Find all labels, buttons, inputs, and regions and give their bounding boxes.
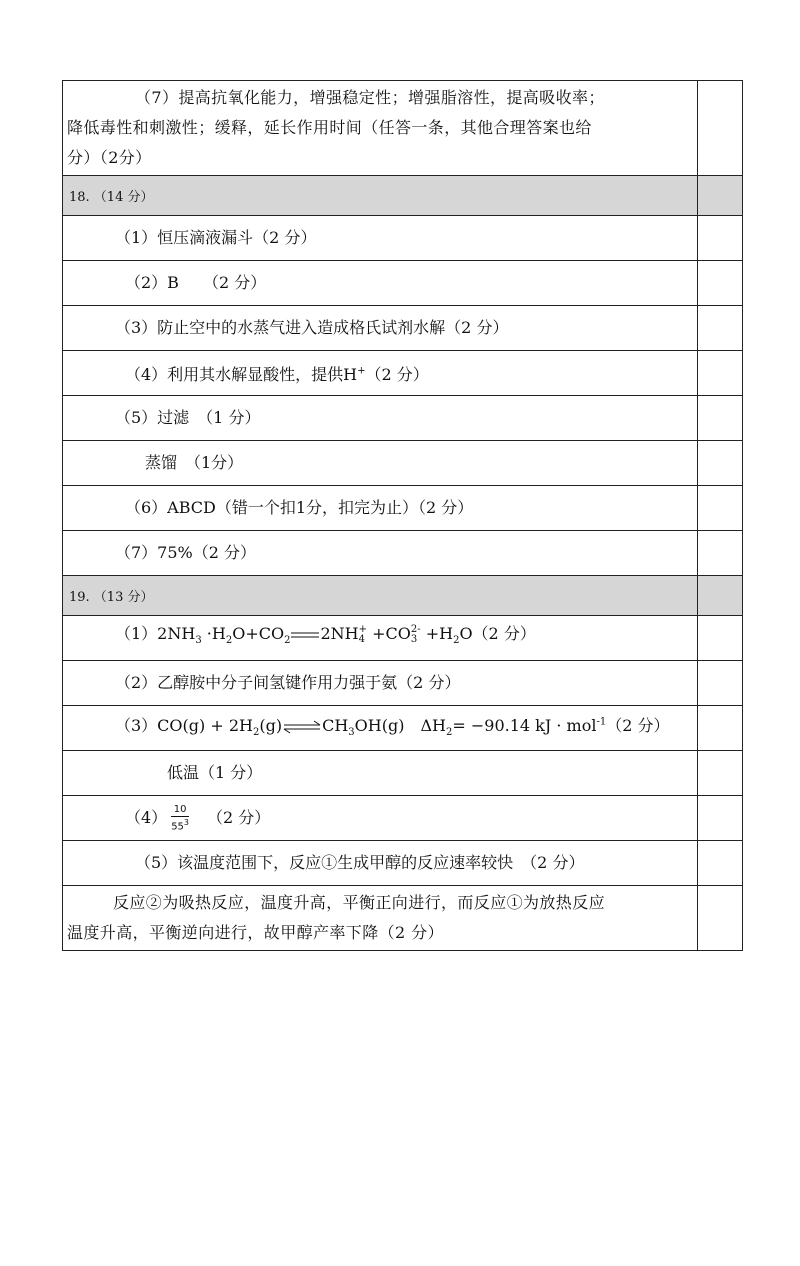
score-cell xyxy=(698,841,743,886)
answer-text: 低温（1 分） xyxy=(167,763,263,782)
table-row xyxy=(63,216,743,261)
answer-text: （5）过滤 （1 分） xyxy=(115,408,261,427)
table-row xyxy=(63,751,743,796)
table-row xyxy=(63,81,743,176)
table-row xyxy=(63,261,743,306)
section-header xyxy=(63,176,698,216)
table-row xyxy=(63,841,743,886)
equals-sign-icon xyxy=(290,628,320,642)
text-line: （7）提高抗氧化能力，增强稳定性；增强脂溶性，提高吸收率； xyxy=(135,88,605,107)
table-row xyxy=(63,351,743,396)
text-line: 反应②为吸热反应，温度升高，平衡正向进行，而反应①为放热反应 xyxy=(113,893,606,912)
fraction: $\frac{10}{55^3}$ xyxy=(171,803,190,833)
score-cell xyxy=(698,81,743,176)
text-line: 降低毒性和刺激性；缓释，延长作用时间（任答一条，其他合理答案也给 xyxy=(67,118,592,137)
score-cell xyxy=(698,261,743,306)
table-row xyxy=(63,306,743,351)
score-cell xyxy=(698,531,743,576)
text-line: 温度升高，平衡逆向进行，故甲醇产率下降（2 分） xyxy=(67,923,444,942)
section-header-row xyxy=(63,576,743,616)
answer-text: （6）ABCD（错一个扣1分，扣完为止）（2 分） xyxy=(125,498,474,517)
table-row xyxy=(63,706,743,751)
score-cell xyxy=(698,661,743,706)
answer-text: （3）防止空中的水蒸气进入造成格氏试剂水解（2 分） xyxy=(115,318,509,337)
answer-text: （4） $\frac{10}{55^3}$ （2 分） xyxy=(125,803,271,833)
score-cell xyxy=(698,216,743,261)
answer-text: （2）B （2 分） xyxy=(125,273,267,292)
answer-text: （4）利用其水解显酸性，提供H+（2 分） xyxy=(125,364,429,384)
answer-text: （1）恒压滴液漏斗（2 分） xyxy=(115,228,317,247)
score-cell xyxy=(698,706,743,751)
answer-text: （2）乙醇胺中分子间氢键作用力强于氨（2 分） xyxy=(115,673,461,692)
table-row xyxy=(63,616,743,661)
answer-cell xyxy=(63,81,698,176)
section-header-row xyxy=(63,176,743,216)
answer-table xyxy=(62,80,743,951)
score-cell xyxy=(698,396,743,441)
answer-text: （7）75%（2 分） xyxy=(115,543,257,562)
score-cell xyxy=(698,751,743,796)
answer-text: 蒸馏 （1分） xyxy=(145,453,244,472)
equation-text: $(3)CO(g) + 2H_2(g)$ $CH_3OH(g)$ $\Delta H_2= -90.14$ kJ · mol$^{-1}$（2 分） xyxy=(115,716,670,739)
table-row xyxy=(63,396,743,441)
score-cell xyxy=(698,576,743,616)
table-row xyxy=(63,531,743,576)
score-cell xyxy=(698,351,743,396)
score-cell xyxy=(698,796,743,841)
text-line: 分）（2分） xyxy=(67,148,152,167)
equation-text: $(1)2NH_3 \cdot H_2O+CO_2$ 2NH + 4 +CO 2- 3 $+H_2O(2$ 分） xyxy=(115,623,536,647)
score-cell xyxy=(698,886,743,951)
score-cell xyxy=(698,616,743,661)
table-row xyxy=(63,441,743,486)
equilibrium-arrow-icon xyxy=(282,720,322,734)
question-number: 19. （13 分） xyxy=(69,590,154,605)
table-row xyxy=(63,486,743,531)
table-row xyxy=(63,796,743,841)
table-row xyxy=(63,661,743,706)
answer-text: （5）该温度范围下，反应①生成甲醇的反应速率较快 （2 分） xyxy=(135,853,585,872)
question-number: 18. （14 分） xyxy=(69,190,154,205)
score-cell xyxy=(698,441,743,486)
score-cell xyxy=(698,306,743,351)
score-cell xyxy=(698,176,743,216)
score-cell xyxy=(698,486,743,531)
table-row xyxy=(63,886,743,951)
section-header xyxy=(63,576,698,616)
